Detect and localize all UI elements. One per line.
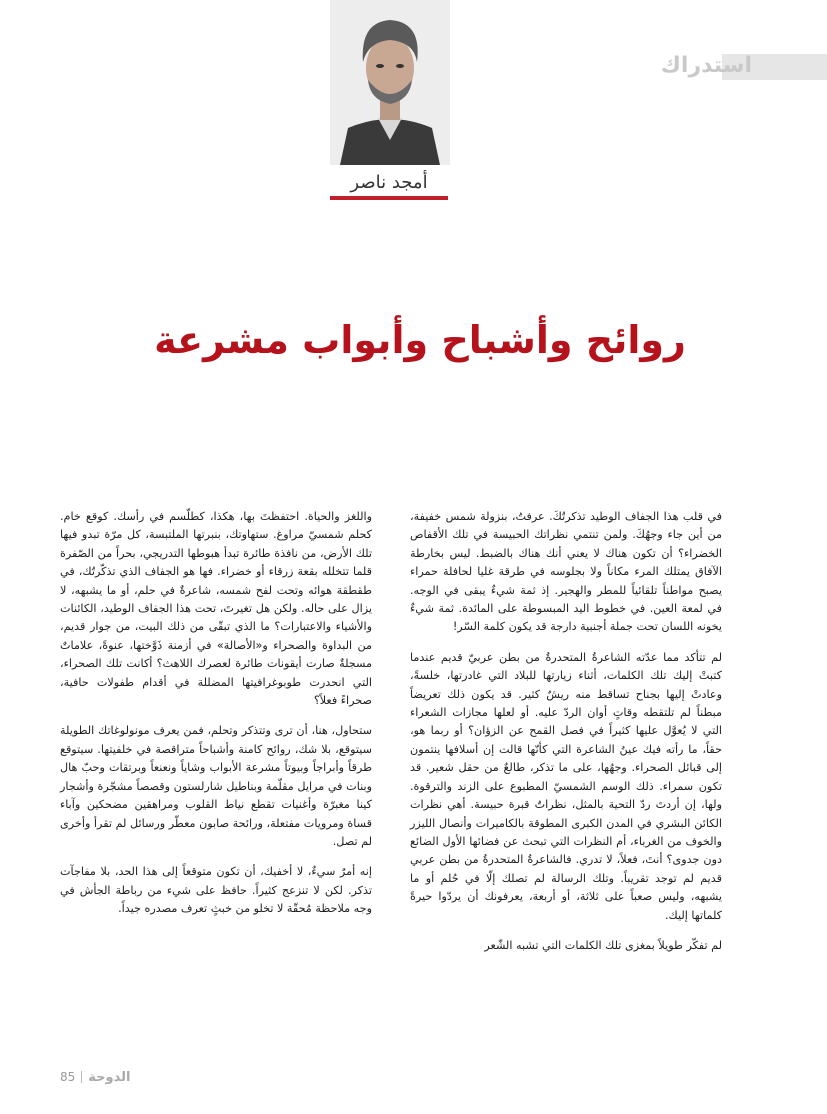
paragraph: إنه أمرٌ سيءٌ، لا أخفيك، أن تكون متوقعاً إلى هذا الحد، بلا مفاجآت تذكر. لكن لا تنزعج كثيراً. حافظ على شيء من رباطة الجأش في وجه ملاحظة مُحقّة لا تخلو من خبثٍ تعرف مصدره جيداً. (60, 865, 372, 916)
magazine-brand: الدوحة (88, 1069, 131, 1085)
author-name: أمجد ناصر (350, 172, 428, 193)
author-portrait-illustration (330, 0, 450, 165)
paragraph: واللغز والحياة. احتفظتَ بها، هكذا، كطلّسم في رأسك. كوقع خام. كحلم شمسيّ مراوغ. ستهاوتك، بنبرتها الملتبسة، كل مرّة تبدو فيها تلك الأرض، من نافذة طائرة تبدأ هبوطها التدريجي، بحراً من الصّفرة قلما تتخلله بقعة زرقاء أو خضراء. فها هو الجفاف الذي تذكّرتُك، في طقطقة هوائه وتحت لفح شمسه، شاعرةٌ في حلم، أو ما يشبهه، لا يزال على حاله. ولكن هل تغيرتَ، تحت هذا الجفاف الوطيد، الكائنات والأشياء والاعتبارات؟ ما الذي تبقّى من ذلك البيت، من جوار قديم، من البداوة والصحراء و«الأصالة» في أزمنة ذَوَّختها، عنوةً، علاماتٌ مسجلةٌ صارت أيقونات طائرة لعصرك اللاهث؟ أكانت تلك الصحراء، التي انحدرت طوبوغرافيتها المضللة في أقدام طفولات حافية، صحراءً فعلاً؟ (60, 510, 372, 708)
author-rule (330, 196, 448, 200)
paragraph: في قلب هذا الجفاف الوطيد تذكرتُكَ. عرفتُ، بنزولة شمس خفيفة، من أين جاء وجهُكَ. ولمن تنتمي نظراتك الحبيسة في تلك الأقفاص الخضراء؟ أن تكون هناك لا يعني أنك هناك بالضبط. ليس بخارطة الآفاق يمتلك المرء مكاناً ولا بجلوسه في طرقة غليا لحافلة حمراء يصبح مواطناً تلقائياً للمطر والهجير. إذ ثمة شيءٌ يبقى في الوجه. في لمعة العين. في خطوط اليد المبسوطة على المائدة. ثمة شيءٌ يخونه اللسان تحت جملة أجنبية دارجة قد يكون كلمة السّر! (410, 510, 722, 634)
page-footer (60, 1068, 130, 1086)
paragraph: ستحاول، هنا، أن ترى وتتذكر وتحلم، فمن يعرف مونولوغاتك الطويلة سيتوقع، بلا شك، روائح كامنة وأشباحاً متراقصة في خلفيتها. سيتوقع طرقاً وأبراجاً وبيوتاً مشرعة الأبواب وشاياً ونعنعاً وبرتقات وحبّ هال وبنات في مرايل مقلّمة وبناطيل شارلستون وقصصاً مشجّرة وأشجار كينا مغبرّة وأغنيات تقطع نياط القلوب ومراهقين مضحكين وآباء قساة ومرويات مفتعلة، ورائحة صابون معطّر ورسائل لم تقرأ وأخرى لم تصل. (60, 724, 372, 848)
author-photo (330, 0, 450, 165)
article-column-right (410, 508, 722, 967)
footer-divider (81, 1071, 82, 1083)
page-number: 85 (60, 1070, 76, 1084)
article-column-left (60, 508, 372, 931)
paragraph: لم تتأكد مما عدّته الشاعرةُ المتحدرةُ من بطن عربيّ قديم عندما كتبتْ إليك تلك الكلمات، أثناء زيارتها للبلاد التي غادرتها، خلسةً، وعادتْ إليها بجناح تساقط منه ريشٌ كثير. قد يكون ذلك تعريضاً مبطناً لم تلتقطه وقاتٍ أوان الردّ عليه. أو لعلها مجازات الشعراء التي لا يُعوَّل عليها كثيراً في فصل القمح عن الزؤان؟ أو ربما هو، حقاً، ما رأته فيك عينُ الشاعرة التي كأنّها قالت إن أسلافها ينتمون إلى قبائل الصحراء. وجهُها، على ما تذكر، طالعٌ من حقل شعير. قد تكون سمراء. ذلك الوسم الشمسيّ المطبوع على الزند والترقوة. ولها، إن أردتَ ردّ التحية بالمثل، نظراتٌ قبرة حبيسة. أهي نظرات الكائن البشري في المدن الكبرى المطوقة بالكاميرات وأنصال الليزر والخوف من الغرباء، أم النظرات التي تبحث عن فضائها الأول الضائع دون جدوى؟ أنتَ، فعلاً، لا تدري. فالشاعرةُ المتحدرةُ من بطن عربي قديم لم توجد تقريباً. وتلك الرسالة لم تصلك إلّا في حُلم أو ما يشبهه، وليس صعباً على ثلاثة، أو أربعة، يعرفونك أن يردّوا حيرةً كلماتها إليك. (410, 650, 722, 922)
section-label: استدراك (660, 53, 752, 78)
paragraph: لم تفكّر طويلاً بمغزى تلك الكلمات التي تشبه الشّعر (484, 938, 722, 952)
article-title: روائح وأشباح وأبواب مشرعة (154, 318, 686, 362)
